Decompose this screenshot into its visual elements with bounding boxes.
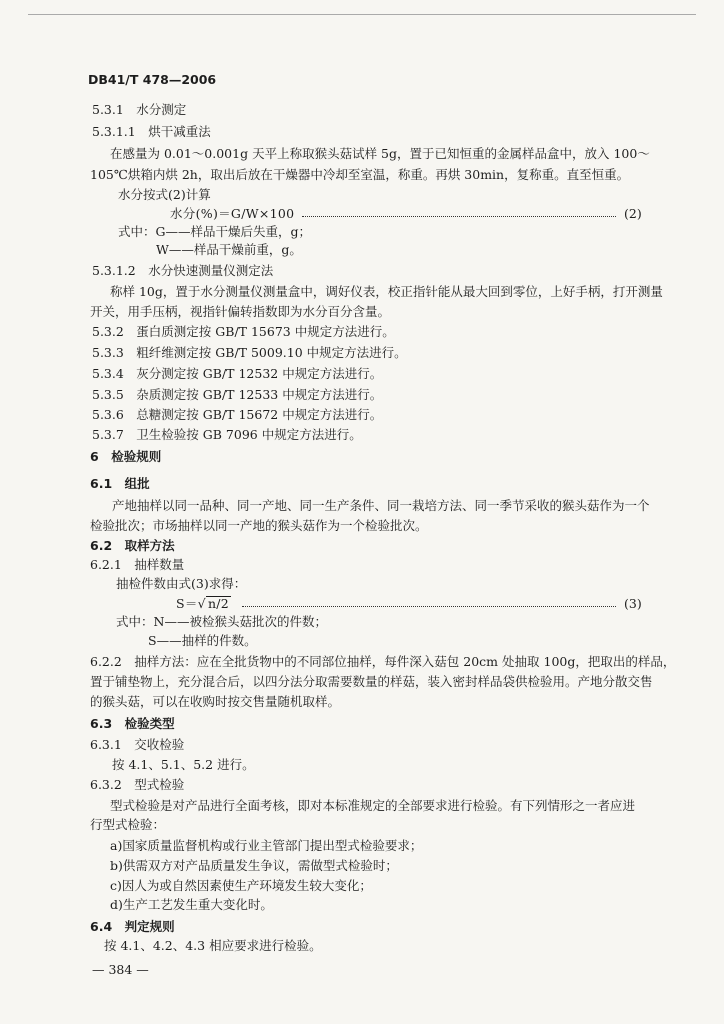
sqrt-symbol: √ — [197, 596, 206, 611]
formula-3 — [176, 596, 231, 612]
list-item-b: b)供需双方对产品质量发生争议，需做型式检验时； — [110, 858, 398, 873]
formula-legend-line: S——抽样的件数。 — [148, 633, 257, 648]
section-6-4: 6.4 判定规则 — [90, 919, 175, 934]
formula-legend-line: W——样品干燥前重，g。 — [156, 242, 302, 257]
section-5-3-7: 5.3.7 卫生检验按 GB 7096 中规定方法进行。 — [92, 427, 362, 442]
formula-leader-dots — [302, 216, 616, 217]
paragraph-line: 型式检验是对产品进行全面考核，即对本标准规定的全部要求进行检验。有下列情形之一者应进 — [110, 798, 636, 813]
paragraph-line: 抽检件数由式(3)求得： — [116, 576, 247, 591]
formula-leader-dots — [242, 606, 616, 607]
page-number: — 384 — — [92, 962, 149, 977]
chapter-6-heading: 6 检验规则 — [90, 449, 162, 464]
section-5-3-1: 5.3.1 水分测定 — [92, 102, 187, 117]
paragraph-line: 在感量为 0.01～0.001g 天平上称取猴头菇试样 5g，置于已知恒重的金属样品盒中，放入 100～ — [110, 146, 650, 161]
doc-id-header: DB41/T 478—2006 — [88, 72, 217, 87]
paragraph-line: 105℃烘箱内烘 2h，取出后放在干燥器中冷却至室温，称重。再烘 30min，复称重。直至恒重。 — [90, 167, 630, 182]
paragraph-line: 置于铺垫物上，充分混合后，以四分法分取需要数量的样菇，装入密封样品袋供检验用。产地分散交售 — [90, 674, 653, 689]
formula-2-number: (2) — [624, 206, 642, 221]
formula-3-lhs: S＝ — [176, 596, 198, 611]
section-6-1: 6.1 组批 — [90, 476, 150, 491]
section-6-2: 6.2 取样方法 — [90, 538, 175, 553]
paragraph-line: 检验批次；市场抽样以同一产地的猴头菇作为一个检验批次。 — [90, 518, 428, 533]
list-item-a: a)国家质量监督机构或行业主管部门提出型式检验要求； — [110, 838, 423, 853]
section-5-3-5: 5.3.5 杂质测定按 GB/T 12533 中规定方法进行。 — [92, 387, 383, 402]
section-5-3-4: 5.3.4 灰分测定按 GB/T 12532 中规定方法进行。 — [92, 366, 383, 381]
paragraph-line: 行型式检验： — [90, 817, 166, 832]
section-5-3-3: 5.3.3 粗纤维测定按 GB/T 5009.10 中规定方法进行。 — [92, 345, 407, 360]
paragraph-line: 按 4.1、4.2、4.3 相应要求进行检验。 — [104, 938, 322, 953]
paragraph-line: 的猴头菇，可以在收购时按交售量随机取样。 — [90, 694, 341, 709]
list-item-d: d)生产工艺发生重大变化时。 — [110, 897, 273, 912]
paragraph-line: 按 4.1、5.1、5.2 进行。 — [112, 757, 255, 772]
section-6-3: 6.3 检验类型 — [90, 716, 175, 731]
top-edge-line — [28, 14, 696, 15]
formula-legend-line: 式中：G——样品干燥后失重，g； — [118, 224, 311, 239]
formula-legend-line: 式中：N——被检猴头菇批次的件数； — [116, 614, 327, 629]
section-5-3-6: 5.3.6 总糖测定按 GB/T 15672 中规定方法进行。 — [92, 407, 383, 422]
section-5-3-2: 5.3.2 蛋白质测定按 GB/T 15673 中规定方法进行。 — [92, 324, 395, 339]
list-item-c: c)因人为或自然因素使生产环境发生较大变化； — [110, 878, 372, 893]
paragraph-line: 称样 10g，置于水分测量仪测量盒中，调好仪表，校正指针能从最大回到零位，上好手柄，打开测量 — [110, 284, 663, 299]
formula-3-number: (3) — [624, 596, 642, 611]
section-5-3-1-2: 5.3.1.2 水分快速测量仪测定法 — [92, 263, 274, 278]
section-6-2-2: 6.2.2 抽样方法：应在全批货物中的不同部位抽样，每件深入菇包 20cm 处抽取 100g，把取出的样品， — [90, 654, 676, 669]
section-6-3-2: 6.3.2 型式检验 — [90, 777, 185, 792]
paragraph-line: 水分按式(2)计算 — [118, 187, 211, 202]
section-6-2-1: 6.2.1 抽样数量 — [90, 557, 185, 572]
section-5-3-1-1: 5.3.1.1 烘干减重法 — [92, 124, 211, 139]
paragraph-line: 开关，用手压柄，视指针偏转指数即为水分百分含量。 — [90, 304, 391, 319]
formula-2: 水分(%)＝G/W×100 — [170, 206, 295, 221]
section-6-3-1: 6.3.1 交收检验 — [90, 737, 185, 752]
paragraph-line: 产地抽样以同一品种、同一产地、同一生产条件、同一栽培方法、同一季节采收的猴头菇作为一个 — [112, 498, 650, 513]
formula-3-radicand: n/2 — [207, 596, 230, 611]
